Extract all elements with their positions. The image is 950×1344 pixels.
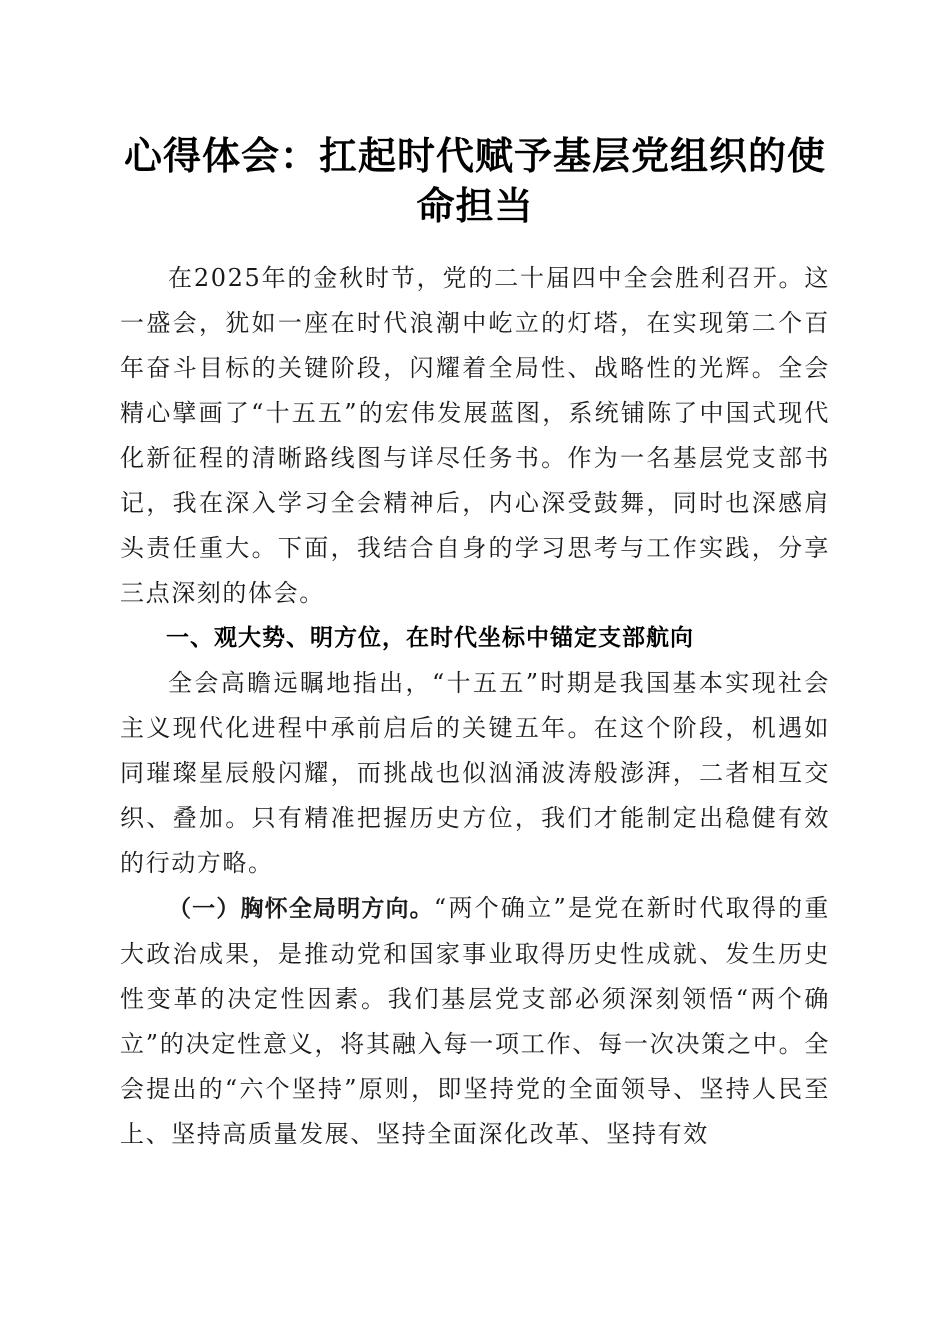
subsection-1-paragraph — [120, 886, 830, 1157]
document-body — [120, 256, 830, 1157]
section-heading-1: 一、观大势、明方位，在时代坐标中锚定支部航向 — [166, 625, 694, 651]
section-1-intro-paragraph: 全会高瞻远瞩地指出，“十五五”时期是我国基本实现社会主义现代化进程中承前启后的关键五年。在这个阶段，机遇如同璀璨星辰般闪耀，而挑战也似汹涌波涛般澎湃，二者相互交织、叠加。只有精准把握历史方位，我们才能制定出稳健有效的行动方略。 — [120, 669, 830, 877]
document-title: 心得体会：扛起时代赋予基层党组织的使命担当 — [123, 133, 826, 228]
subsection-1-label: （一）胸怀全局明方向。 — [168, 896, 434, 922]
intro-paragraph: 在2025年的金秋时节，党的二十届四中全会胜利召开。这一盛会，犹如一座在时代浪潮中屹立的灯塔，在实现第二个百年奋斗目标的关键阶段，闪耀着全局性、战略性的光辉。全会精心擘画了“十五五”的宏伟发展蓝图，系统铺陈了中国式现代化新征程的清晰路线图与详尽任务书。作为一名基层党支部书记，我在深入学习全会精神后，内心深受鼓舞，同时也深感肩头责任重大。下面，我结合自身的学习思考与工作实践，分享三点深刻的体会。 — [120, 264, 830, 607]
subsection-1-text: “两个确立”是党在新时代取得的重大政治成果，是推动党和国家事业取得历史性成就、发生历史性变革的决定性因素。我们基层党支部必须深刻领悟“两个确立”的决定性意义，将其融入每一项工作、每一次决策之中。全会提出的“六个坚持”原则，即坚持党的全面领导、坚持人民至上、坚持高质量发展、坚持全面深化改革、坚持有效 — [120, 894, 831, 1148]
